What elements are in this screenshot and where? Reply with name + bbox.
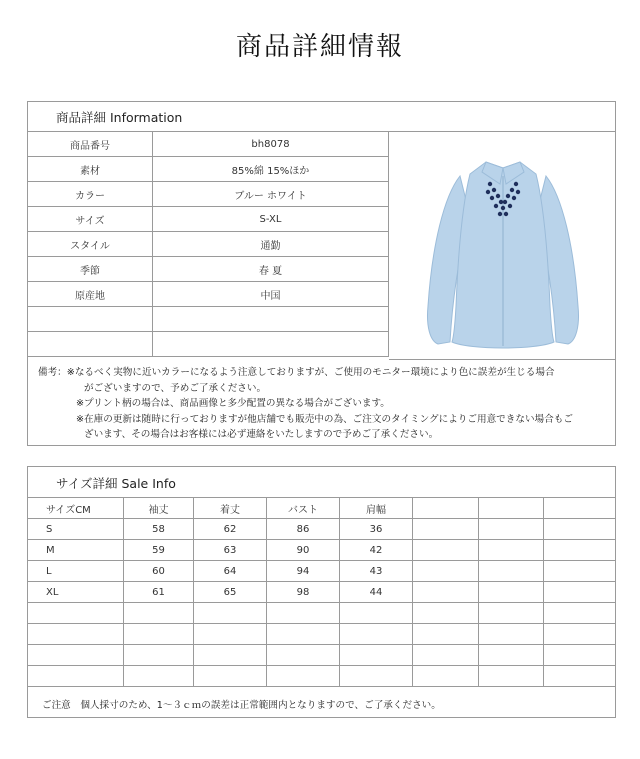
size-cell: [123, 666, 193, 687]
size-cell: 58: [123, 519, 193, 540]
size-cell: [340, 624, 413, 645]
size-cell: [478, 561, 544, 582]
size-cell: [544, 540, 615, 561]
size-cell: [340, 645, 413, 666]
size-cell: [413, 561, 479, 582]
size-cell: 42: [340, 540, 413, 561]
size-cell: 43: [340, 561, 413, 582]
size-cell: [413, 666, 479, 687]
size-cell: M: [28, 540, 123, 561]
size-header-cell: 着丈: [194, 498, 267, 519]
info-row: [28, 332, 389, 357]
info-row: [28, 182, 389, 207]
info-label: 商品番号: [28, 132, 153, 157]
info-label: スタイル: [28, 232, 153, 257]
shirt-icon: [408, 136, 598, 356]
info-value: S-XL: [153, 207, 389, 232]
size-cell: [194, 666, 267, 687]
product-info-table: [28, 132, 389, 357]
size-cell: [28, 645, 123, 666]
size-table: [28, 498, 615, 687]
size-row: [28, 540, 615, 561]
size-cell: 62: [194, 519, 267, 540]
info-label: サイズ: [28, 207, 153, 232]
size-cell: 61: [123, 582, 193, 603]
size-header-cell: 肩幅: [340, 498, 413, 519]
size-cell: [123, 645, 193, 666]
size-cell: [544, 645, 615, 666]
note-line: ※プリント柄の場合は、商品画像と多少配置の異なる場合がございます。: [76, 398, 390, 409]
size-cell: 36: [340, 519, 413, 540]
size-cell: [413, 645, 479, 666]
note-line: ざいます、その場合はお客様には必ず連絡をいたしますので予めご了承ください。: [84, 429, 439, 440]
info-row: [28, 207, 389, 232]
info-label: [28, 332, 153, 357]
size-cell: [194, 645, 267, 666]
info-row: [28, 232, 389, 257]
size-cell: [28, 624, 123, 645]
info-label: [28, 307, 153, 332]
info-label: カラー: [28, 182, 153, 207]
size-cell: 59: [123, 540, 193, 561]
product-info-panel: [27, 101, 616, 446]
info-row: [28, 157, 389, 182]
size-cell: S: [28, 519, 123, 540]
info-value: bh8078: [153, 132, 389, 157]
info-row: [28, 282, 389, 307]
product-photo: [389, 132, 616, 360]
size-cell: [478, 624, 544, 645]
size-cell: [413, 582, 479, 603]
size-cell: [267, 624, 340, 645]
size-row: [28, 519, 615, 540]
size-cell: [267, 603, 340, 624]
info-row: [28, 257, 389, 282]
info-label: 原産地: [28, 282, 153, 307]
size-cell: [478, 519, 544, 540]
size-cell: L: [28, 561, 123, 582]
info-row: [28, 307, 389, 332]
size-cell: 90: [267, 540, 340, 561]
info-row: [28, 132, 389, 157]
info-value: 中国: [153, 282, 389, 307]
info-value: 通勤: [153, 232, 389, 257]
info-value: ブルー ホワイト: [153, 182, 389, 207]
info-label: 素材: [28, 157, 153, 182]
size-cell: [544, 519, 615, 540]
size-cell: [194, 603, 267, 624]
info-value: 春 夏: [153, 257, 389, 282]
size-cell: [413, 540, 479, 561]
size-cell: [340, 666, 413, 687]
size-cell: [544, 603, 615, 624]
info-value: [153, 332, 389, 357]
size-cell: 65: [194, 582, 267, 603]
note-line: 備考：※なるべく実物に近いカラーになるよう注意しておりますが、ご使用のモニター環境により色に誤差が生じる場合: [38, 367, 555, 378]
size-header-row: [28, 498, 615, 519]
size-cell: 86: [267, 519, 340, 540]
size-cell: [478, 645, 544, 666]
info-label: 季節: [28, 257, 153, 282]
size-cell: [544, 582, 615, 603]
size-cell: 94: [267, 561, 340, 582]
notes-block: [38, 365, 613, 443]
size-cell: [340, 603, 413, 624]
size-cell: [413, 603, 479, 624]
size-cell: [478, 540, 544, 561]
size-row: [28, 582, 615, 603]
size-row: [28, 666, 615, 687]
size-row: [28, 624, 615, 645]
size-cell: [544, 666, 615, 687]
size-cell: XL: [28, 582, 123, 603]
size-header-cell: 袖丈: [123, 498, 193, 519]
size-cell: 64: [194, 561, 267, 582]
size-cell: [267, 666, 340, 687]
page-title: 商品詳細情報: [235, 32, 404, 62]
size-cell: [123, 624, 193, 645]
size-cell: [478, 666, 544, 687]
size-cell: [478, 582, 544, 603]
size-cell: [413, 624, 479, 645]
size-cell: [194, 624, 267, 645]
size-cell: [267, 645, 340, 666]
size-cell: [28, 666, 123, 687]
size-header-cell: [413, 498, 479, 519]
info-value: 85%綿 15%ほか: [153, 157, 389, 182]
size-footnote: ご注意 個人採寸のため、1～３ｃｍの誤差は正常範囲内となりますので、ご了承ください。: [42, 700, 441, 711]
size-cell: 98: [267, 582, 340, 603]
size-info-panel: [27, 466, 616, 718]
size-header-cell: バスト: [267, 498, 340, 519]
size-section-heading: サイズ詳細 Sale Info: [28, 467, 615, 498]
size-cell: [478, 603, 544, 624]
size-row: [28, 561, 615, 582]
note-line: ※在庫の更新は随時に行っておりますが他店舗でも販売中の為、ご注文のタイミングによりご用意できない場合もご: [76, 413, 573, 425]
size-header-cell: サイズCM: [28, 498, 123, 519]
note-line: がございますので、予めご了承ください。: [84, 382, 267, 394]
size-cell: [413, 519, 479, 540]
size-cell: [544, 624, 615, 645]
size-row: [28, 603, 615, 624]
size-cell: 60: [123, 561, 193, 582]
size-header-cell: [478, 498, 544, 519]
info-section-heading: 商品詳細 Information: [28, 102, 615, 132]
size-cell: [544, 561, 615, 582]
info-value: [153, 307, 389, 332]
size-row: [28, 645, 615, 666]
size-cell: [28, 603, 123, 624]
size-cell: [123, 603, 193, 624]
size-cell: 63: [194, 540, 267, 561]
size-cell: 44: [340, 582, 413, 603]
size-header-cell: [544, 498, 615, 519]
